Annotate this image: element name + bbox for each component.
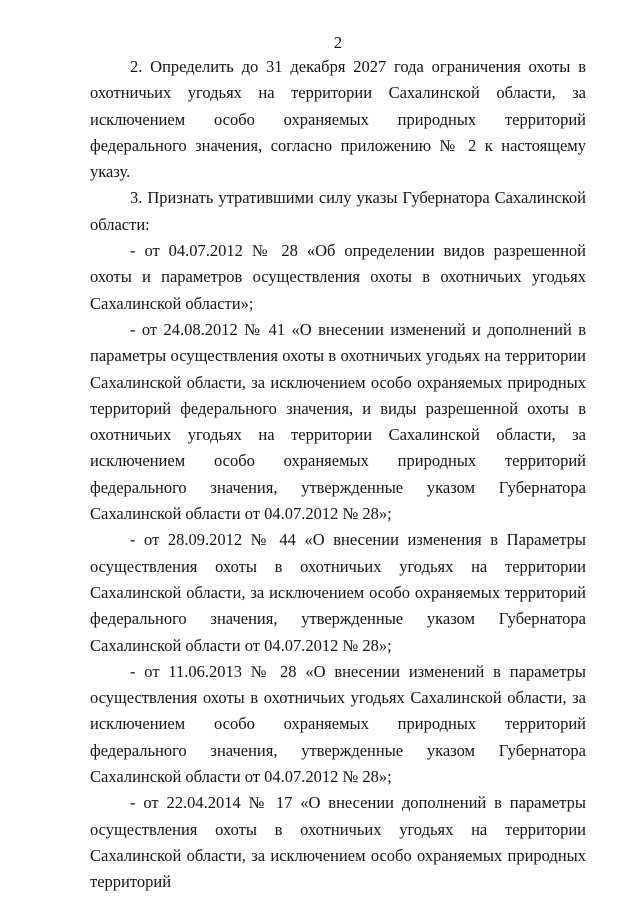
repealed-decree-2013-28: - от 11.06.2013 № 28 «О внесении изменений в параметры осуществления охоты в охотничьих угодьях Сахалинской области, за исключением особо охраняемых природных территорий федерального значения, утвержденные указом Губернатора Сахалинской области от 04.07.2012 № 28»; [90,661,586,787]
paragraph-item-3: 3. Признать утратившими силу указы Губернатора Сахалинской области: [90,188,586,234]
repealed-decree-2012-41: - от 24.08.2012 № 41 «О внесении изменений и дополнений в параметры осуществления охоты в охотничьих угодьях на территории Сахалинской области, за исключением особо охраняемых природных территорий федерального значения, и виды разрешенной охоты в охотничьих угодьях на территории Сахалинской области, за исключением особо охраняемых природных территорий федерального значения, утвержденные указом Губернатора Сахалинской области от 04.07.2012 № 28»; [90,319,586,524]
page-number: 2 [333,33,343,52]
paragraph-item-2: 2. Определить до 31 декабря 2027 года ограничения охоты в охотничьих угодьях на территории Сахалинской области, за исключением особо охраняемых природных территорий федерального значения, согласно приложению № 2 к настоящему указу. [90,57,586,182]
document-body [90,54,586,896]
repealed-decree-2014-17: - от 22.04.2014 № 17 «О внесении дополнений в параметры осуществления охоты в охотничьих угодьях на территории Сахалинской области, за исключением особо охраняемых природных территорий [90,793,586,892]
repealed-decree-2012-44: - от 28.09.2012 № 44 «О внесении изменения в Параметры осуществления охоты в охотничьих угодьях на территории Сахалинской области, за исключением особо охраняемых территорий федерального значения, утвержденные указом Губернатора Сахалинской области от 04.07.2012 № 28»; [90,530,586,655]
repealed-decree-2012-28: - от 04.07.2012 № 28 «Об определении видов разрешенной охоты и параметров осуществления охоты в охотничьих угодьях Сахалинской области»; [90,241,586,313]
